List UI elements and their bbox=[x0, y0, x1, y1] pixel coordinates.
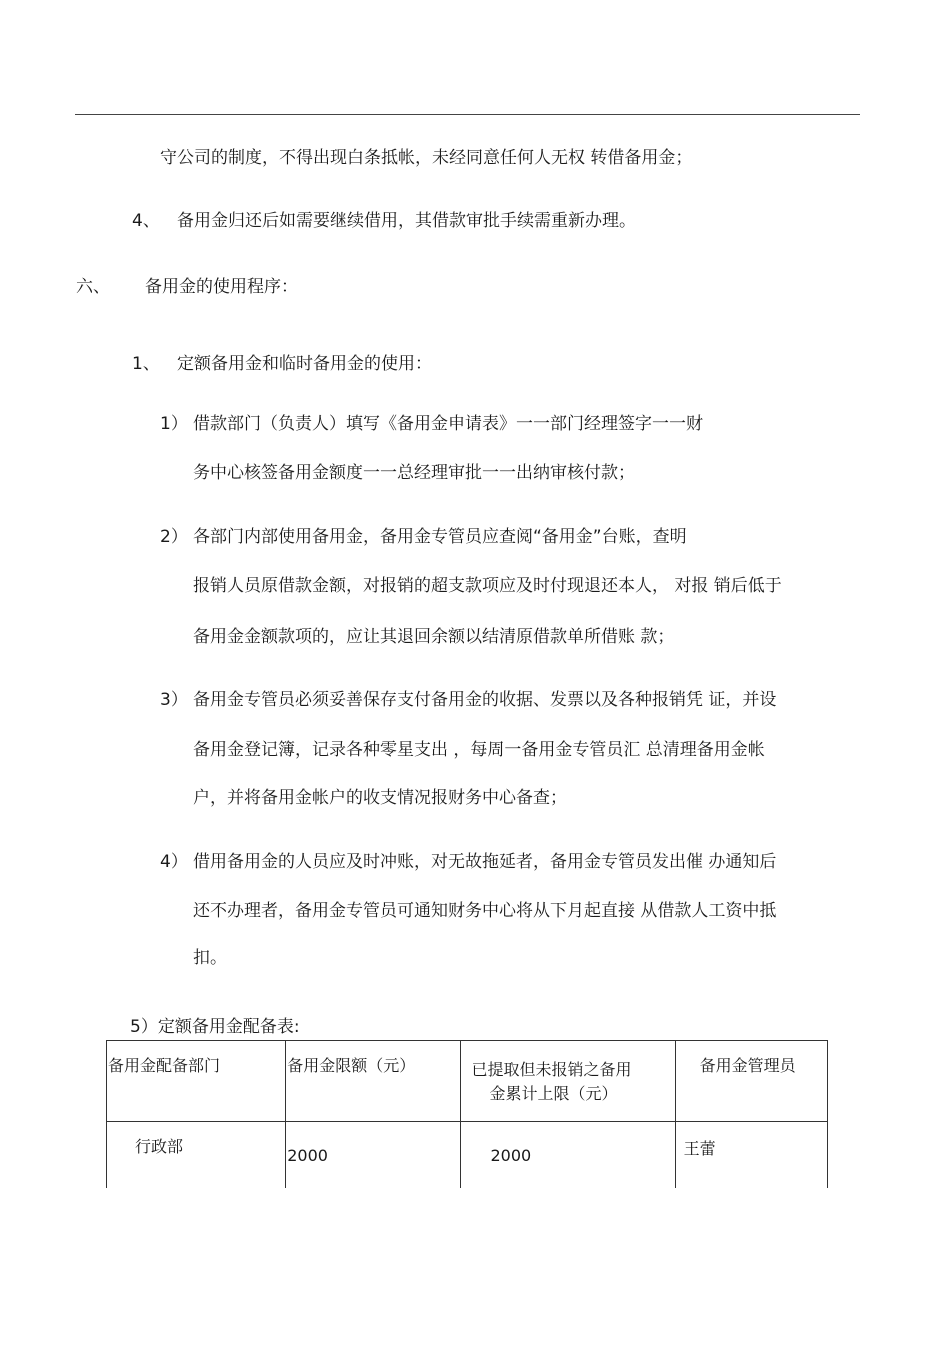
item-4-text: 备用金归还后如需要继续借用，其借款审批手续需重新办理。 bbox=[177, 211, 636, 231]
step-2-line-1: 各部门内部使用备用金，备用金专管员应查阅“备用金”台账，查明 bbox=[193, 527, 687, 547]
step-1-line-1: 借款部门（负责人）填写《备用金申请表》一一部门经理签字一一财 bbox=[193, 414, 703, 434]
step-2-number: 2） bbox=[160, 527, 188, 547]
header-cumulative-line-1: 已提取但未报销之备用 bbox=[471, 1060, 632, 1079]
step-3-line-1: 备用金专管员必须妥善保存支付备用金的收据、发票以及各种报销凭 证，并设 bbox=[193, 690, 777, 710]
step-4-line-3: 扣。 bbox=[193, 948, 227, 968]
header-rule bbox=[75, 114, 860, 115]
subsection-1-number: 1、 bbox=[132, 354, 160, 374]
header-cumulative-line-2: 金累计上限（元） bbox=[489, 1084, 618, 1103]
cell-cumulative: 2000 bbox=[461, 1122, 675, 1188]
paragraph-continuation: 守公司的制度，不得出现白条抵帐，未经同意任何人无权 转借备用金； bbox=[160, 148, 693, 168]
header-dept: 备用金配备部门 bbox=[107, 1041, 286, 1122]
step-4-line-2: 还不办理者，备用金专管员可通知财务中心将从下月起直接 从借款人工资中抵 bbox=[193, 901, 777, 921]
step-3-number: 3） bbox=[160, 690, 188, 710]
step-4-line-1: 借用备用金的人员应及时冲账，对无故拖延者，备用金专管员发出催 办通知后 bbox=[193, 852, 777, 872]
header-manager: 备用金管理员 bbox=[675, 1041, 827, 1122]
cell-manager: 王蕾 bbox=[675, 1122, 827, 1188]
step-2-line-2: 报销人员原借款金额，对报销的超支款项应及时付现退还本人， 对报 销后低于 bbox=[193, 576, 782, 596]
item-4-number: 4、 bbox=[132, 211, 160, 231]
section-6-number: 六、 bbox=[76, 277, 110, 297]
table-caption: 5）定额备用金配备表: bbox=[130, 1017, 300, 1037]
step-1-line-2: 务中心核签备用金额度一一总经理审批一一出纳审核付款； bbox=[193, 463, 635, 483]
table-row bbox=[107, 1122, 828, 1188]
header-cumulative bbox=[461, 1041, 675, 1122]
step-4-number: 4） bbox=[160, 852, 188, 872]
header-limit: 备用金限额（元） bbox=[286, 1041, 461, 1122]
step-2-line-3: 备用金金额款项的，应让其退回余额以结清原借款单所借账 款； bbox=[193, 627, 675, 647]
step-3-line-3: 户，并将备用金帐户的收支情况报财务中心备查； bbox=[193, 788, 567, 808]
step-3-line-2: 备用金登记簿，记录各种零星支出 ，每周一备用金专管员汇 总清理备用金帐 bbox=[193, 740, 765, 760]
step-1-number: 1） bbox=[160, 414, 188, 434]
cell-limit: 2000 bbox=[286, 1122, 461, 1188]
subsection-1-title: 定额备用金和临时备用金的使用： bbox=[177, 354, 432, 374]
quota-table bbox=[106, 1040, 828, 1188]
section-6-title: 备用金的使用程序： bbox=[145, 277, 298, 297]
table-header-row bbox=[107, 1041, 828, 1122]
cell-dept: 行政部 bbox=[107, 1122, 286, 1188]
